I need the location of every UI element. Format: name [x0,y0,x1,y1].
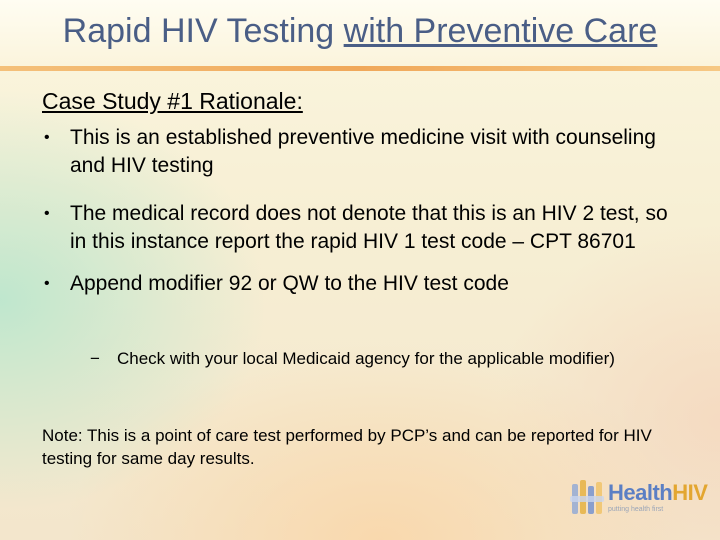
logo-word-health: Health [608,480,673,505]
bullet-item [42,270,682,298]
logo-mark-icon [570,478,604,518]
sub-bullet-item [90,347,677,370]
title-bar [0,0,720,66]
bullet-item [42,200,682,256]
title-divider [0,66,720,71]
logo-word-hiv: HIV [672,480,708,505]
bullet-icon: • [44,205,50,222]
title-text-plain: Rapid HIV Testing [62,12,344,50]
bullet-list [42,124,682,298]
section-heading: Case Study #1 Rationale: [42,88,303,114]
bullet-text: Append modifier 92 or QW to the HIV test code [70,272,509,295]
logo-wordmark [608,480,707,506]
bullet-item [42,124,682,180]
logo-tagline: putting health first [608,506,664,513]
dash-icon: − [90,349,100,368]
bullet-icon: • [44,275,50,292]
slide-title [0,12,720,51]
bullet-icon: • [44,129,50,146]
bullet-text: The medical record does not denote that this is an HIV 2 test, so in this instance report the rapid HIV 1 test code – CPT 86701 [70,202,668,253]
note-text: Note: This is a point of care test performed by PCP’s and can be reported for HIV testing for same day results. [42,426,652,468]
title-text-underlined: with Preventive Care [343,12,658,50]
healthhiv-logo [570,476,710,524]
sub-bullet-text: Check with your local Medicaid agency for the applicable modifier) [117,349,615,368]
bullet-text: This is an established preventive medicine visit with counseling and HIV testing [70,126,656,177]
